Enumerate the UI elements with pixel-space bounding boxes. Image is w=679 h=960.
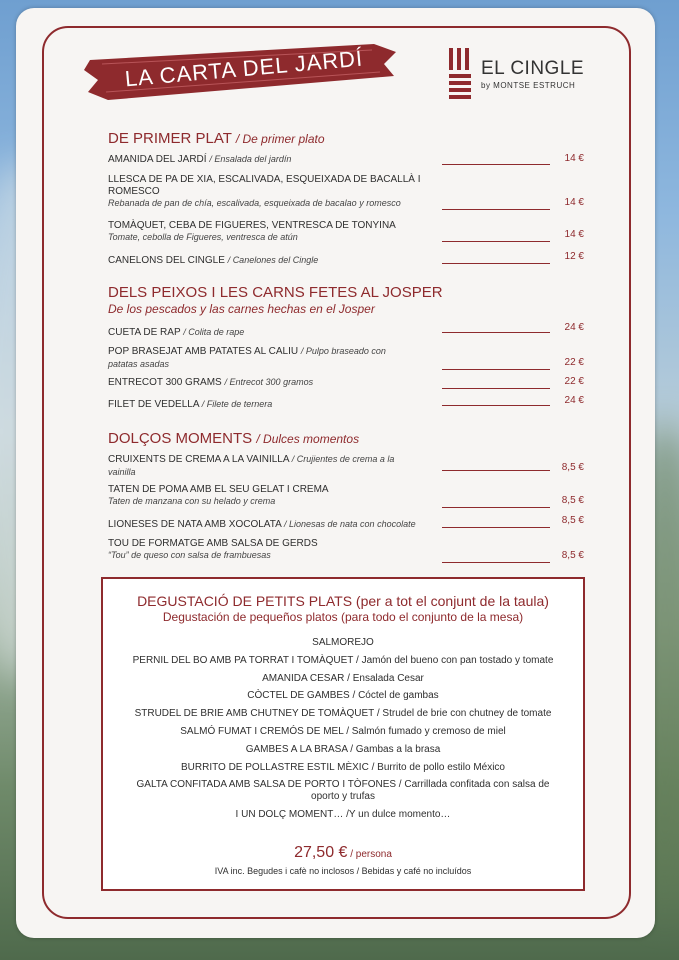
menu-item: CUETA DE RAP / Colita de rape 24 € [108, 322, 584, 338]
item-price: 22 € [564, 357, 584, 368]
item-price: 8,5 € [561, 495, 584, 506]
item-name: TATEN DE POMA AMB EL SEU GELAT I CREMA [108, 484, 329, 495]
item-name-es: Taten de manzana con su helado y crema [108, 496, 276, 506]
item-name: ENTRECOT 300 GRAMS [108, 377, 222, 388]
item-leader-line [442, 209, 550, 210]
item-price: 14 € [564, 153, 584, 164]
item-name: AMANIDA DEL JARDÍ [108, 154, 207, 165]
tasting-item: STRUDEL DE BRIE AMB CHUTNEY DE TOMÀQUET / Strudel de brie con chutney de tomate [134, 708, 552, 720]
menu-item: AMANIDA DEL JARDÍ / Ensalada del jardín 14 € [108, 153, 584, 165]
item-name-es: Pulpo braseado con patatas asadas [108, 346, 386, 369]
item-name: LIONESES DE NATA AMB XOCOLATA [108, 519, 282, 530]
tasting-item: GALTA CONFITADA AMB SALSA DE PORTO I TÒFONES / Carrillada confitada con salsa de oporto y trufas [136, 779, 550, 803]
item-price: 12 € [564, 251, 584, 262]
section-title: DELS PEIXOS I LES CARNS FETES AL JOSPER [108, 284, 443, 301]
menu-item [108, 484, 584, 507]
item-name-es: “Tou” de queso con salsa de frambuesas [108, 550, 271, 560]
tasting-price-unit: persona [355, 849, 392, 861]
item-name-es: Colita de rape [188, 327, 245, 337]
tasting-note: IVA inc. Begudes i cafè no inclosos / Bebidas y café no incluídos [214, 866, 472, 877]
menu-item: POP BRASEJAT AMB PATATES AL CALIU / Pulpo braseado con patatas asadas 22 € [108, 346, 584, 369]
item-name-es: Lionesas de nata con chocolate [289, 519, 416, 529]
item-leader-line [442, 164, 550, 165]
menu-item [108, 174, 584, 209]
tasting-item: SALMÓ FUMAT I CREMÓS DE MEL / Salmón fumado y cremoso de miel [180, 725, 506, 737]
item-leader-line [442, 241, 550, 242]
menu-item [108, 538, 584, 561]
item-price: 8,5 € [561, 462, 584, 473]
title-banner [84, 42, 396, 104]
item-name-es: Canelones del Cingle [232, 255, 319, 265]
tasting-menu-box [101, 577, 585, 891]
menu-item [108, 220, 584, 243]
item-price: 8,5 € [561, 550, 584, 561]
tasting-item: BURRITO DE POLLASTRE ESTIL MÈXIC / Burrito de pollo estilo México [180, 761, 505, 773]
item-price: 14 € [564, 197, 584, 208]
item-name-es: Ensalada del jardín [214, 154, 292, 164]
tasting-price: 27,50 € / persona [294, 844, 392, 862]
page-title: LA CARTA DEL JARDÍ [123, 45, 365, 92]
item-leader-line [442, 332, 550, 333]
item-leader-line [442, 527, 550, 528]
item-leader-line [442, 388, 550, 389]
item-leader-line [442, 369, 550, 370]
tasting-item: GAMBES A LA BRASA / Gambas a la brasa [245, 743, 441, 755]
item-price: 22 € [564, 376, 584, 387]
item-name: CANELONS DEL CINGLE [108, 255, 225, 266]
tasting-item: I UN DOLÇ MOMENT… /Y un dulce momento… [235, 809, 451, 821]
item-leader-line [442, 562, 550, 563]
section-title: DOLÇOS MOMENTS / Dulces momentos [108, 430, 360, 447]
tasting-list [103, 634, 583, 824]
tasting-item: AMANIDA CESAR / Ensalada Cesar [262, 672, 424, 684]
menu-item: LIONESES DE NATA AMB XOCOLATA / Lionesas de nata con chocolate 8,5 € [108, 515, 584, 530]
tasting-price-value: 27,50 € [294, 844, 348, 862]
item-name: FILET DE VEDELLA [108, 399, 199, 410]
item-name-es: Tomate, cebolla de Figueres, ventresca de atún [108, 232, 298, 242]
item-name-es: Filete de ternera [206, 399, 273, 409]
tasting-item: SALMOREJO [312, 637, 374, 648]
item-name: CUETA DE RAP [108, 327, 181, 338]
item-name-es: Entrecot 300 gramos [229, 377, 314, 387]
menu-item: FILET DE VEDELLA / Filete de ternera 24 € [108, 395, 584, 410]
tasting-item: PERNIL DEL BO AMB PA TORRAT I TOMÀQUET / Jamón del bueno con pan tostado y tomate [132, 654, 554, 666]
restaurant-logo [447, 48, 607, 108]
tasting-title: DEGUSTACIÓ DE PETITS PLATS (per a tot el conjunt de la taula) [137, 593, 549, 609]
item-name: CRUIXENTS DE CREMA A LA VAINILLA [108, 454, 289, 465]
menu-item: CRUIXENTS DE CREMA A LA VAINILLA / Crujientes de crema a la vainilla 8,5 € [108, 454, 584, 477]
item-price: 24 € [564, 395, 584, 406]
section-josper [108, 284, 584, 316]
item-name: POP BRASEJAT AMB PATATES AL CALIU [108, 346, 299, 357]
section-subtitle: De los pescados y las carnes hechas en el Josper [108, 302, 375, 316]
item-name: TOMÀQUET, CEBA DE FIGUERES, VENTRESCA DE TONYINA [108, 220, 396, 231]
menu-item: ENTRECOT 300 GRAMS / Entrecot 300 gramos 22 € [108, 376, 584, 388]
menu-item: CANELONS DEL CINGLE / Canelones del Cingle 12 € [108, 251, 584, 266]
item-price: 14 € [564, 229, 584, 240]
item-price: 8,5 € [561, 515, 584, 526]
item-name-es: Crujientes de crema a la vainilla [108, 454, 395, 477]
item-leader-line [442, 470, 550, 471]
logo-subtitle: by MONTSE ESTRUCH [481, 81, 576, 90]
item-leader-line [442, 263, 550, 264]
item-price: 24 € [564, 322, 584, 333]
item-leader-line [442, 405, 550, 406]
section-primer-plat [108, 130, 584, 147]
section-dolcos [108, 430, 584, 447]
tasting-item: CÒCTEL DE GAMBES / Cóctel de gambas [247, 690, 439, 702]
logo-name: EL CINGLE [481, 58, 585, 79]
cingle-logo-icon [447, 48, 477, 104]
item-leader-line [442, 507, 550, 508]
item-name: LLESCA DE PA DE XIA, ESCALIVADA, ESQUEIXADA DE BACALLÀ I ROMESCO [108, 174, 421, 197]
item-name-es: Rebanada de pan de chía, escalivada, esqueixada de bacalao y romesco [108, 198, 401, 208]
item-name: TOU DE FORMATGE AMB SALSA DE GERDS [108, 538, 318, 549]
section-title: DE PRIMER PLAT / De primer plato [108, 130, 325, 147]
tasting-subtitle: Degustación de pequeños platos (para todo el conjunto de la mesa) [162, 610, 524, 624]
